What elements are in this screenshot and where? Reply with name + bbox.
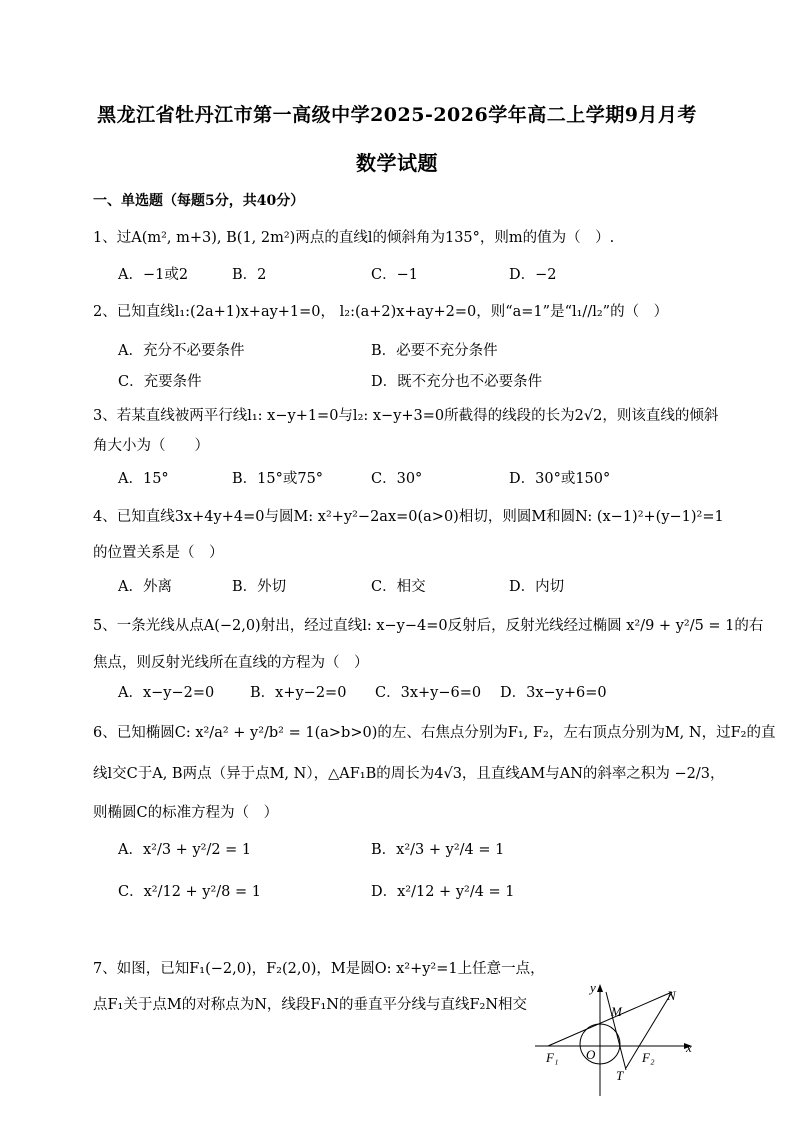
question-3-stem-line1: 3、若某直线被两平行线l₁: x−y+1=0与l₂: x−y+3=0所截得的线段的长为2√2，则该直线的倾斜 — [93, 408, 719, 424]
label-t: T — [616, 1068, 624, 1083]
question-5-option-a: A．x−y−2=0 — [118, 685, 215, 701]
question-2-stem: 2、已知直线l₁:(2a+1)x+ay+1=0， l₂:(a+2)x+ay+2=0，则“a=1”是“l₁//l₂”的（ ） — [93, 304, 669, 320]
question-5-option-c: C．3x+y−6=0 — [375, 685, 482, 701]
label-f2: F₂ — [642, 1050, 655, 1065]
question-6-stem-line1: 6、已知椭圆C: x²/a² + y²/b² = 1(a>b>0)的左、右焦点分别为F₁, F₂，左右顶点分别为M, N，过F₂的直 — [93, 725, 776, 741]
y-axis-arrow-icon — [597, 984, 603, 992]
question-4-option-c: C．相交 — [371, 579, 426, 595]
question-6-option-a: A．x²/3 + y²/2 = 1 — [118, 842, 252, 858]
question-5-option-b: B．x+y−2=0 — [250, 685, 347, 701]
question-6-option-d: D．x²/12 + y²/4 = 1 — [371, 884, 515, 900]
question-7-stem-line2: 点F₁关于点M的对称点为N，线段F₁N的垂直平分线与直线F₂N相交 — [93, 997, 528, 1013]
question-5-stem-line2: 焦点，则反射光线所在直线的方程为（ ） — [93, 655, 369, 671]
label-origin: O — [586, 1047, 596, 1062]
question-5-option-d: D．3x−y+6=0 — [500, 685, 607, 701]
question-2-option-b: B．必要不充分条件 — [371, 343, 498, 359]
question-4-option-b: B．外切 — [232, 579, 287, 595]
question-3-option-b: B．15°或75° — [232, 471, 324, 487]
question-2-option-a: A．充分不必要条件 — [118, 343, 245, 359]
label-y: y — [590, 980, 596, 995]
question-5-stem-line1: 5、一条光线从点A(−2,0)射出，经过直线l: x−y−4=0反射后，反射光线经过椭圆 x²/9 + y²/5 = 1的右 — [93, 618, 764, 634]
label-n: N — [667, 988, 676, 1003]
question-3-option-c: C．30° — [371, 471, 423, 487]
question-7-figure — [530, 980, 710, 1100]
question-6-stem-line3: 则椭圆C的标准方程为（ ） — [93, 805, 279, 821]
question-4-stem-line2: 的位置关系是（ ） — [93, 545, 224, 561]
exam-title: 黑龙江省牡丹江市第一高级中学2025-2026学年高二上学期9月月考 — [97, 104, 697, 126]
question-3-option-a: A．15° — [118, 471, 169, 487]
question-1-option-b: B．2 — [232, 267, 267, 283]
section-heading: 一、单选题（每题5分，共40分） — [93, 193, 305, 209]
question-6-stem-line2: 线l交C于A, B两点（异于点M, N），△AF₁B的周长为4√3，且直线AM与AN的斜率之积为 −2/3， — [93, 766, 725, 782]
question-4-option-a: A．外离 — [118, 579, 172, 595]
question-4-option-d: D．内切 — [509, 579, 565, 595]
segment-f2-t — [626, 1048, 638, 1068]
question-1-option-d: D．−2 — [509, 267, 557, 283]
question-4-stem-line1: 4、已知直线3x+4y+4=0与圆M: x²+y²−2ax=0(a>0)相切，则圆M和圆N: (x−1)²+(y−1)²=1 — [93, 509, 724, 525]
label-f1: F₁ — [546, 1050, 559, 1065]
segment-f1-n — [548, 992, 672, 1046]
question-1-stem: 1、过A(m², m+3), B(1, 2m²)两点的直线l的倾斜角为135°，则m的值为（ ）. — [93, 230, 615, 246]
label-m: M — [611, 1004, 622, 1019]
question-6-option-b: B．x²/3 + y²/4 = 1 — [371, 842, 505, 858]
question-3-option-d: D．30°或150° — [509, 471, 611, 487]
question-1-option-c: C．−1 — [371, 267, 418, 283]
question-3-stem-line2: 角大小为（ ） — [93, 438, 209, 454]
exam-subtitle: 数学试题 — [356, 151, 438, 175]
label-x: x — [686, 1040, 692, 1055]
question-2-option-c: C．充要条件 — [118, 374, 202, 390]
question-7-stem-line1: 7、如图，已知F₁(−2,0)，F₂(2,0)，M是圆O: x²+y²=1上任意一点， — [93, 961, 545, 977]
question-1-option-a: A．−1或2 — [118, 267, 189, 283]
question-2-option-d: D．既不充分也不必要条件 — [371, 374, 543, 390]
question-6-option-c: C．x²/12 + y²/8 = 1 — [118, 884, 261, 900]
